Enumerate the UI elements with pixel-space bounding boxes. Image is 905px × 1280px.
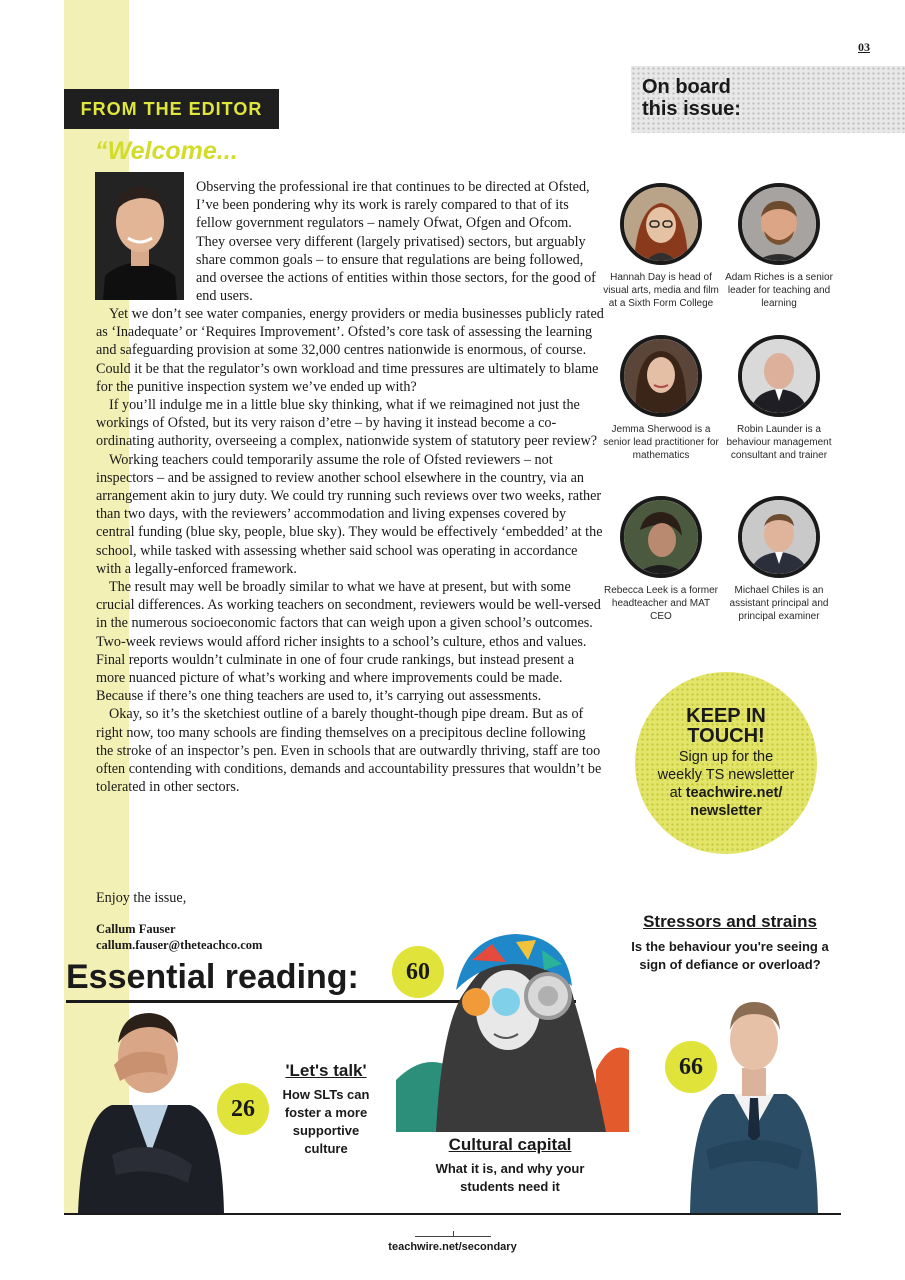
editorial-paragraph: If you’ll indulge me in a little blue sky thinking, what if we reimagined not just the workings of Ofsted, but its very raison d’etre – by having it instead become a co-ordinating authority, overseeing a complex, nationwide system of statutory peer review? [96, 397, 598, 450]
contributor-card [601, 496, 721, 623]
footer-url[interactable]: teachwire.net/secondary [388, 1241, 517, 1253]
onboard-title [642, 76, 741, 120]
editor-photo [95, 172, 184, 300]
essential-reading-heading: Essential reading: [66, 958, 359, 996]
promo-heading [635, 706, 817, 746]
editor-email[interactable]: callum.fauser@theteachco.com [96, 938, 263, 952]
editorial-intro: Observing the professional ire that continues to be directed at Ofsted, I’ve been pondering why its work is rarely compared to that of its fellow government regulators – namely Ofwat, Ofgen and Ofcom. They oversee very different (largely privatised) sectors, but arguably share common goals – to ensure that regulations are being followed, and oversee the actions of entities within those sectors, for the good of end users. [196, 179, 596, 305]
editorial-paragraph: Yet we don’t see water companies, energy providers or media businesses publicly rated as ‘Inadequate’ or ‘Requires Improvement’. Ofsted’s core task of assessing the learning and safeguarding provision at some 32,000 centres nationwide is enormous, of course. Could it be that the regulator’s own workload and time pressures are ultimately to blame for the punitive inspection system we’ve ended up with? [96, 306, 604, 395]
contributor-caption: Rebecca Leek is a former headteacher and MAT CEO [604, 585, 718, 622]
signature-block [96, 921, 262, 953]
contributor-caption: Adam Riches is a senior leader for teaching and learning [725, 272, 833, 309]
contributor-card [601, 335, 721, 462]
contributor-photo [620, 496, 702, 578]
editor-name: Callum Fauser [96, 922, 176, 936]
promo-at: at [669, 785, 682, 801]
promo-line [635, 784, 817, 802]
contributor-card [719, 335, 839, 462]
page-badge[interactable]: 26 [217, 1083, 269, 1135]
signoff: Enjoy the issue, [96, 890, 187, 906]
contributor-caption: Robin Launder is a behaviour management consultant and trainer [726, 424, 832, 461]
footer-tick [453, 1231, 454, 1237]
feature-title[interactable]: Cultural capital [448, 1135, 572, 1154]
feature-description: Is the behaviour you're seeing a sign of defiance or overload? [631, 939, 829, 972]
section-label: FROM THE EDITOR [64, 89, 279, 129]
page-badge[interactable]: 60 [392, 946, 444, 998]
editorial-body [96, 305, 606, 796]
newsletter-link[interactable]: teachwire.net/ [685, 785, 783, 801]
onboard-header [631, 66, 905, 133]
editorial-paragraph: Okay, so it’s the sketchiest outline of a barely thought-though pipe dream. But as of right now, too many schools are finding themselves on a precipitous decline following the stroke of an inspector’s pen. Even in schools that are outwardly thriving, staff are too often contending with conditions, demands and accountability pressures that wouldn’t be tolerated in other sectors. [96, 706, 602, 796]
page-badge[interactable]: 66 [665, 1041, 717, 1093]
contributor-photo [620, 183, 702, 265]
promo-heading-line: KEEP IN [686, 705, 766, 727]
feature-description: How SLTs can foster a more supportive culture [282, 1087, 370, 1156]
contributor-photo [738, 496, 820, 578]
contributor-caption: Michael Chiles is an assistant principal and principal examiner [729, 585, 829, 622]
promo-heading-line: TOUCH! [687, 725, 765, 747]
bottom-rule [64, 1213, 841, 1215]
welcome-heading: “Welcome... [95, 137, 238, 165]
contributor-card [719, 496, 839, 623]
promo-body [635, 748, 817, 820]
feature-image-schoolboy [686, 990, 822, 1213]
promo-line: Sign up for the [678, 749, 774, 765]
contributor-caption: Jemma Sherwood is a senior lead practitioner for mathematics [603, 424, 719, 461]
onboard-title-line: this issue: [642, 98, 741, 120]
contributor-caption: Hannah Day is head of visual arts, media and film at a Sixth Form College [603, 272, 719, 309]
contributor-photo [738, 183, 820, 265]
editorial-paragraph: The result may well be broadly similar to what we have at present, but with some crucial differences. As working teachers on secondment, reviewers would be well-versed in the numerous socioeconomic factors that can weigh upon a given school’s outcomes. Two-week reviews would afford richer insights to a school’s culture, ethos and values. Final reports wouldn’t culminate in one of four crude rankings, but instead present a more nuanced picture of what’s working and where improvements could be made. Because if there’s one thing teachers are used to, it’s carrying out assessments. [96, 579, 601, 705]
newsletter-promo[interactable] [635, 672, 817, 854]
contributor-photo [738, 335, 820, 417]
contributor-photo [620, 335, 702, 417]
contributor-card [601, 183, 721, 310]
feature-description: What it is, and why your students need it [435, 1161, 585, 1194]
newsletter-link[interactable]: newsletter [690, 803, 762, 819]
feature-title[interactable]: 'Let's talk' [285, 1061, 367, 1080]
page-number: 03 [858, 40, 870, 54]
editorial-paragraph: Working teachers could temporarily assume the role of Ofsted reviewers – not inspectors – and be assigned to review another school elsewhere in the country, via an arrangement akin to jury duty. We could try running such reviews over two weeks, rather than two days, with the reviewers’ accommodation and living expenses covered by central funding (blue sky, people, blue sky). They would be effectively ‘embedded’ at the school, while tasked with assessing whether said school was operating in accordance with a legally-enforced framework. [96, 451, 603, 577]
feature-image-stressed-man [72, 1005, 228, 1213]
onboard-title-line: On board [642, 76, 731, 98]
promo-line: weekly TS newsletter [657, 767, 795, 783]
feature-title[interactable]: Stressors and strains [643, 912, 817, 931]
contributor-card [719, 183, 839, 310]
